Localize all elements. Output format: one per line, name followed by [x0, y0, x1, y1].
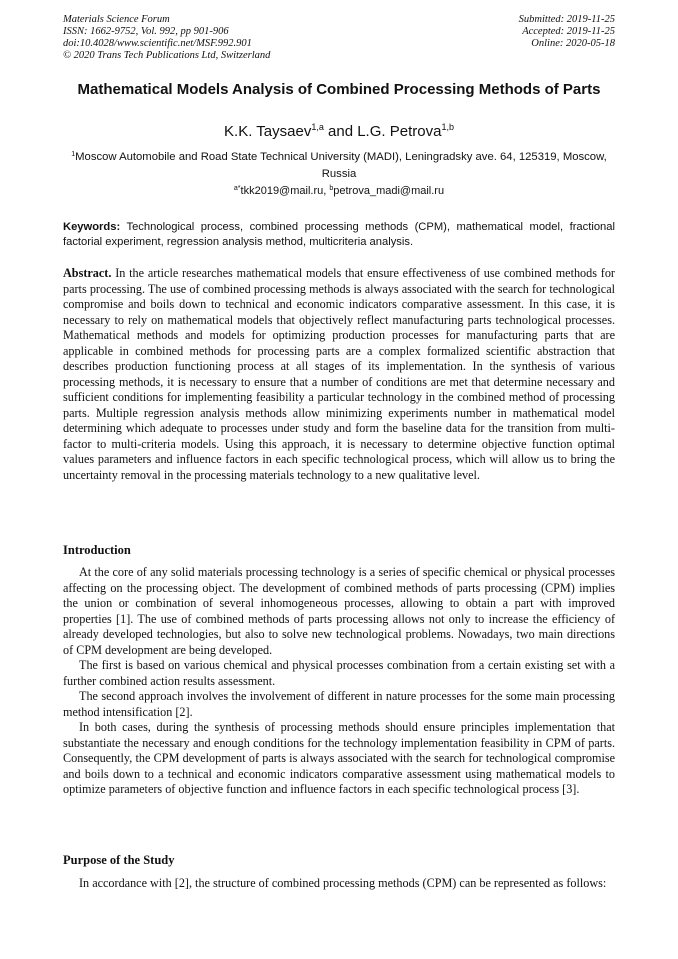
submitted-date: Submitted: 2019-11-25: [518, 14, 615, 25]
email-b-link[interactable]: petrova_madi@mail.ru: [333, 185, 445, 197]
paper-title: Mathematical Models Analysis of Combined Processing Methods of Parts: [77, 81, 601, 98]
email-b-superscript: b: [329, 185, 334, 192]
affiliation-superscript: 1: [71, 151, 76, 158]
keywords-label: Keywords:: [63, 221, 121, 233]
email-line: [63, 184, 615, 198]
author-conjunction: and: [323, 123, 358, 140]
online-date: Online: 2020-05-18: [531, 38, 615, 49]
affiliation: [63, 149, 615, 183]
abstract-label: Abstract.: [63, 266, 112, 280]
intro-paragraph: The second approach involves the involvement of different in nature processes for the some main processing method intensification [2].: [63, 689, 615, 719]
header-right: [519, 14, 615, 50]
affiliation-text: Moscow Automobile and Road State Technical University (MADI), Leningradsky ave. 64, 125319, Moscow, Russia: [75, 151, 607, 180]
issn-line: ISSN: 1662-9752, Vol. 992, pp 901-906: [63, 26, 229, 37]
abstract-block: [63, 266, 615, 483]
intro-paragraph: In both cases, during the synthesis of processing methods should ensure principles implementation that substantiate the necessary and enough conditions for the technology implementation feasibility in CPM of parts. Consequently, the CPM development of parts is always associated with the search for technological compromise and boils down to a technical and economic indicators comparative assessment using mathematical models to optimize parameters of objective function and influence factors in each specific technological process [3].: [63, 720, 615, 796]
author-list: [63, 123, 615, 141]
email-separator: ,: [323, 185, 330, 197]
header-left: [63, 14, 270, 62]
email-a-link[interactable]: tkk2019@mail.ru: [240, 185, 324, 197]
doi-line: doi:10.4028/www.scientific.net/MSF.992.901: [63, 38, 252, 49]
author-1: K.K. Taysaev: [224, 123, 312, 140]
intro-paragraph: The first is based on various chemical and physical processes combination from a certain existing set with a further combined action results assessment.: [63, 658, 615, 688]
introduction-body: [63, 565, 615, 798]
keywords-block: [63, 220, 615, 250]
abstract-text: In the article researches mathematical models that ensure effectiveness of use combined methods for parts processing. The use of combined processing methods is always associated with the search for technological compromise and boils down to technical and economic indicators comparative assessment. In this case, it is necessary to rely on mathematical models that objectively reflect manufacturing parts technological processes. Mathematical methods and models for optimizing production processes for manufacturing parts that are applicable in combined methods for processing parts are a complex formalized scientific abstraction that describes production functioning process at all stages of its implementation. In the synthesis of various processing methods, it is necessary to ensure that a number of conditions are met that determine necessary and sufficient conditions for implementing feasibility a particular technology in the combined method of processing parts. Multiple regression analysis methods allow minimizing experiments number in mathematical model determining which adequate to processes under study and form the baseline data for the transition from multi-factor to multi-criteria models. Using this approach, it is necessary to determine objective function optimal values parameters and influence factors in each specific technological process, which will allow us to bring the uncertainty removal in the processing materials technology to a new qualitative level.: [63, 266, 615, 482]
intro-paragraph: At the core of any solid materials processing technology is a series of specific chemical or physical processes affecting on the processing object. The development of combined methods of parts processing (CPM) implies the union or combination of several inhomogeneous processes, allowing to obtain a part with improved properties [1]. The use of combined methods of parts processing allows not only to increase the efficiency of already developed technologies, but also to solve new technological problems. Nowadays, two main directions of CPM development are being developed.: [63, 565, 615, 657]
email-a-superscript: a*: [233, 185, 241, 192]
purpose-body: [63, 876, 615, 892]
author-2: L.G. Petrova: [357, 123, 442, 140]
keywords-text: Technological process, combined processing methods (CPM), mathematical model, fractional factorial experiment, regression analysis method, multicriteria analysis.: [63, 221, 615, 248]
purpose-paragraph: In accordance with [2], the structure of combined processing methods (CPM) can be represented as follows:: [79, 876, 607, 890]
author-1-superscript: 1,a: [311, 122, 324, 132]
journal-name: Materials Science Forum: [63, 14, 170, 25]
purpose-heading: Purpose of the Study: [63, 853, 175, 867]
author-2-superscript: 1,b: [441, 122, 454, 132]
introduction-heading: Introduction: [63, 543, 131, 557]
accepted-date: Accepted: 2019-11-25: [522, 26, 615, 37]
copyright-line: © 2020 Trans Tech Publications Ltd, Switzerland: [63, 50, 271, 61]
